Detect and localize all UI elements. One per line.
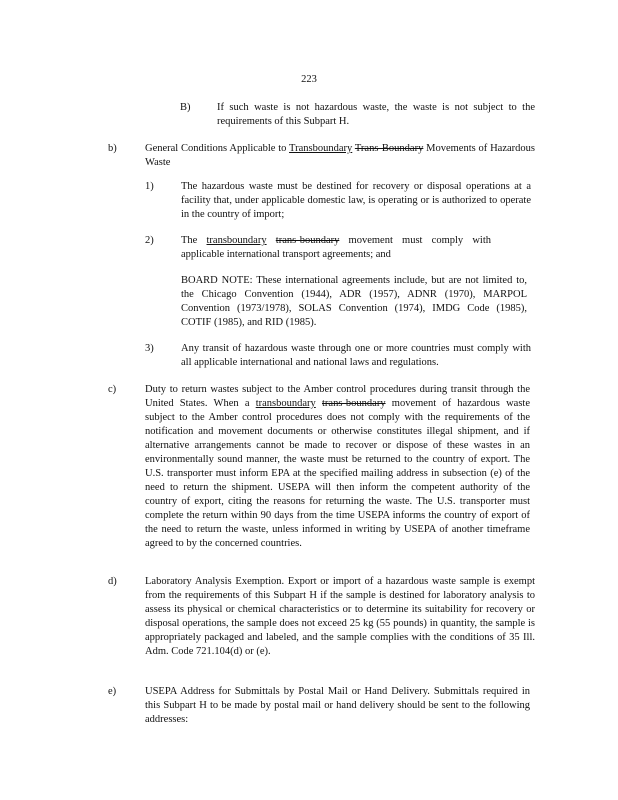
item-b-heading-pre: General Conditions Applicable to: [145, 143, 290, 154]
item-b-2-label: 2): [145, 235, 154, 246]
item-c-pre: Duty to return wastes subject to the Amber control procedures during transit through the United States. When a: [145, 384, 530, 409]
item-b-3-label: 3): [145, 343, 154, 354]
item-b-3-text: Any transit of hazardous waste through one or more countries must comply with all applicable international and national laws and regulations.: [181, 343, 531, 368]
item-b-3: [145, 342, 535, 370]
item-B-label: B): [180, 102, 191, 113]
item-b-2-pre: The: [181, 235, 207, 246]
item-c-post: movement of hazardous waste subject to the Amber control procedures does not comply with the requirements of the notification and movement documents or otherwise constitutes illegal shipment, and if alternative arrangements cannot be made to recover or dispose of these wastes in an environmentally sound manner, the waste must be returned to the country of export. The U.S. transporter must inform EPA at the specified mailing address in subsection (e) of the need to return the shipment. USEPA will then inform the competent authority of the country of export, citing the reasons for returning the waste. The U.S. transporter must complete the return within 90 days from the time USEPA informs the country of export of the need to return the waste, unless informed in writing by USEPA of another timeframe agreed to by the concerned countries.: [145, 398, 530, 549]
item-b-2-struck: trans-boundary: [275, 235, 340, 246]
item-b-2-underlined: transboundary: [206, 235, 267, 246]
item-e-label: e): [108, 686, 117, 697]
item-d-label: d): [108, 576, 117, 587]
item-b-1: [145, 180, 535, 222]
item-d-text: Laboratory Analysis Exemption. Export or import of a hazardous waste sample is exempt from the requirements of this Subpart H if the sample is destined for laboratory analysis to assess its physical or chemical characteristics or to determine its suitability for recovery or disposal operations, the sample does not exceed 25 kg (55 pounds) in quantity, the sample is appropriately packaged and labeled, and the sample complies with the conditions of 35 Ill. Adm. Code 721.104(d) or (e).: [145, 576, 535, 657]
item-b-label: b): [108, 143, 117, 154]
item-b-heading-underlined: Transboundary: [289, 143, 353, 154]
item-c-label: c): [108, 384, 117, 395]
item-c-underlined: transboundary: [255, 398, 316, 409]
item-d: [108, 575, 535, 659]
item-B-text: If such waste is not hazardous waste, the waste is not subject to the requirements of this Subpart H.: [217, 102, 535, 127]
item-e-text: USEPA Address for Submittals by Postal Mail or Hand Delivery. Submittals required in this Subpart H to be made by postal mail or hand delivery should be sent to the following addresses:: [145, 686, 530, 725]
item-b-2: [145, 234, 535, 262]
page-number: 223: [301, 74, 317, 85]
item-c-text: [145, 383, 530, 551]
item-b-heading: [145, 142, 535, 170]
item-c-struck: trans-boundary: [322, 398, 386, 409]
board-note: BOARD NOTE: These international agreements include, but are not limited to, the Chicago Convention (1944), ADR (1957), ADNR (1970), MARPOL Convention (1973/1978), SOLAS Convention (1974), IMDG Code (1985), COTIF (1985), and RID (1985).: [181, 275, 527, 328]
item-e: [108, 685, 535, 727]
item-b-2-post: movement must comply with applicable international transport agreements; and: [181, 235, 492, 260]
item-b-2-text: [181, 234, 491, 262]
item-b-1-text: The hazardous waste must be destined for recovery or disposal operations at a facility that, under applicable domestic law, is operating or is authorized to operate in the country of import;: [181, 181, 531, 220]
item-b-heading-post: Movements of Hazardous Waste: [145, 143, 535, 168]
item-c: [108, 383, 535, 551]
item-b-1-label: 1): [145, 181, 154, 192]
item-B: [180, 101, 535, 129]
item-b: [108, 142, 535, 170]
item-b-heading-struck: Trans-Boundary: [354, 143, 424, 154]
